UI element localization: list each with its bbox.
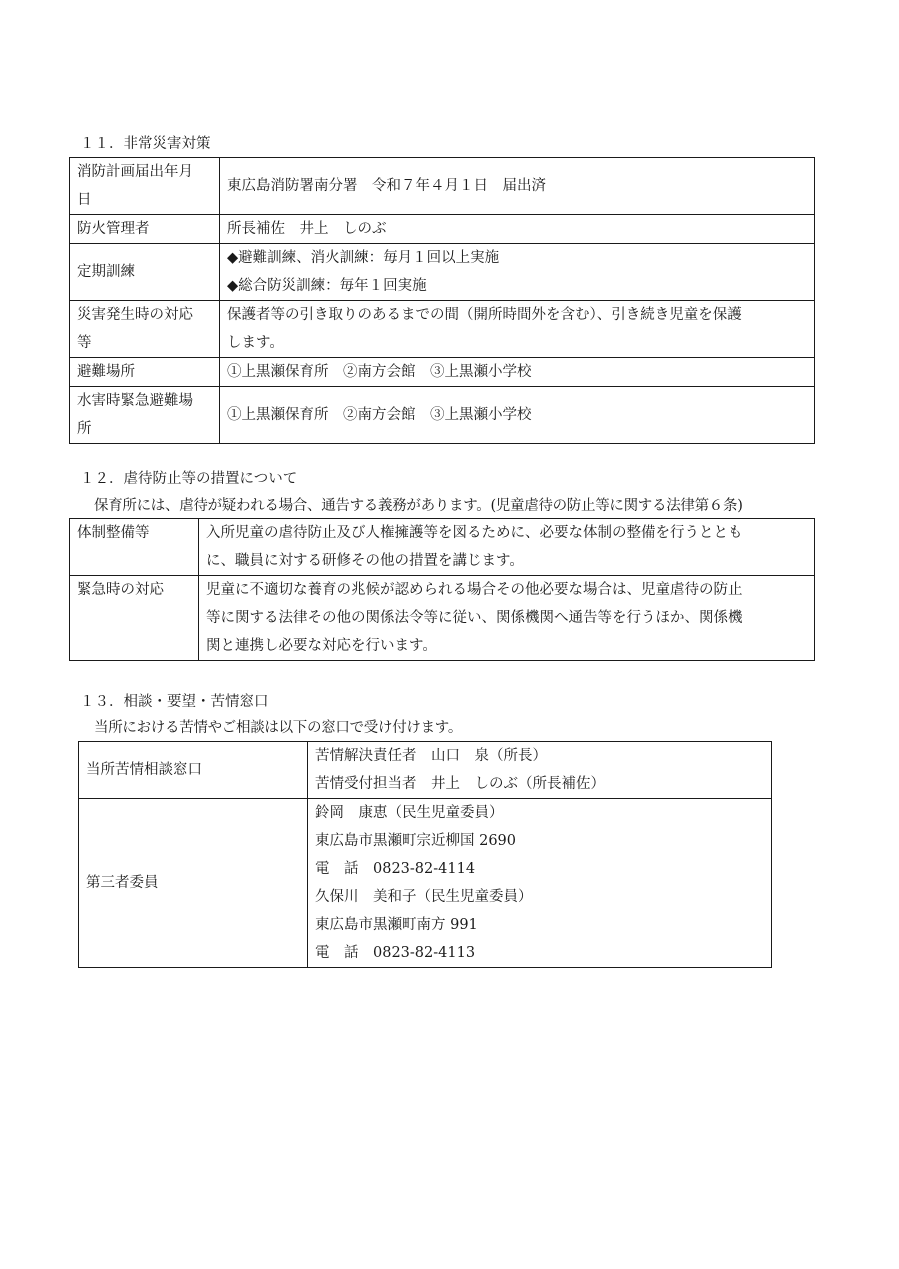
table-row: [79, 799, 772, 968]
table-row: [79, 742, 772, 799]
table-row: [70, 358, 815, 387]
row-value: ◆避難訓練、消火訓練：毎月１回以上実施 ◆総合防災訓練：毎年１回実施: [220, 244, 815, 301]
disaster-measures-table: [69, 157, 815, 444]
table-row: [70, 576, 815, 661]
row-label: 防火管理者: [70, 215, 220, 244]
row-value: 入所児童の虐待防止及び人権擁護等を図るために、必要な体制の整備を行うととも に、職員に対する研修その他の措置を講じます。: [199, 519, 815, 576]
row-value: 児童に不適切な養育の兆候が認められる場合その他必要な場合は、児童虐待の防止 等に関する法律その他の関係法令等に従い、関係機関へ通告等を行うほか、関係機 関と連携し必要な対応を行います。: [199, 576, 815, 661]
table-row: [70, 215, 815, 244]
section-13-intro: 当所における苦情やご相談は以下の窓口で受け付けます。: [94, 720, 463, 736]
row-label: 消防計画届出年月 日: [70, 158, 220, 215]
row-label: 定期訓練: [70, 244, 220, 301]
row-value: 所長補佐 井上 しのぶ: [220, 215, 815, 244]
table-row: [70, 301, 815, 358]
row-value: 東広島消防署南分署 令和７年４月１日 届出済: [220, 158, 815, 215]
row-label: 第三者委員: [79, 799, 308, 968]
row-value: 鈴岡 康恵（民生児童委員） 東広島市黒瀬町宗近柳国 2690 電 話 0823-82-4114 久保川 美和子（民生児童委員） 東広島市黒瀬町南方 991 電 話 0823-82-4113: [308, 799, 772, 968]
row-value: 保護者等の引き取りのあるまでの間（開所時間外を含む）、引き続き児童を保護 します。: [220, 301, 815, 358]
row-label: 災害発生時の対応 等: [70, 301, 220, 358]
table-row: [70, 519, 815, 576]
section-13-title: １３．相談・要望・苦情窓口: [80, 694, 269, 710]
row-label: 避難場所: [70, 358, 220, 387]
row-label: 緊急時の対応: [70, 576, 199, 661]
row-value: ①上黒瀬保育所 ②南方会館 ③上黒瀬小学校: [220, 358, 815, 387]
row-label: 水害時緊急避難場 所: [70, 387, 220, 444]
consultation-table: [78, 741, 772, 968]
row-label: 当所苦情相談窓口: [79, 742, 308, 799]
table-row: [70, 158, 815, 215]
section-12-intro: 保育所には、虐待が疑われる場合、通告する義務があります。(児童虐待の防止等に関する法律第６条): [94, 498, 743, 514]
section-12-title: １２．虐待防止等の措置について: [80, 471, 298, 487]
row-label: 体制整備等: [70, 519, 199, 576]
row-value: ①上黒瀬保育所 ②南方会館 ③上黒瀬小学校: [220, 387, 815, 444]
row-value: 苦情解決責任者 山口 泉（所長） 苦情受付担当者 井上 しのぶ（所長補佐）: [308, 742, 772, 799]
section-11-title: １１．非常災害対策: [80, 136, 211, 152]
table-row: [70, 387, 815, 444]
table-row: [70, 244, 815, 301]
abuse-prevention-table: [69, 518, 815, 661]
